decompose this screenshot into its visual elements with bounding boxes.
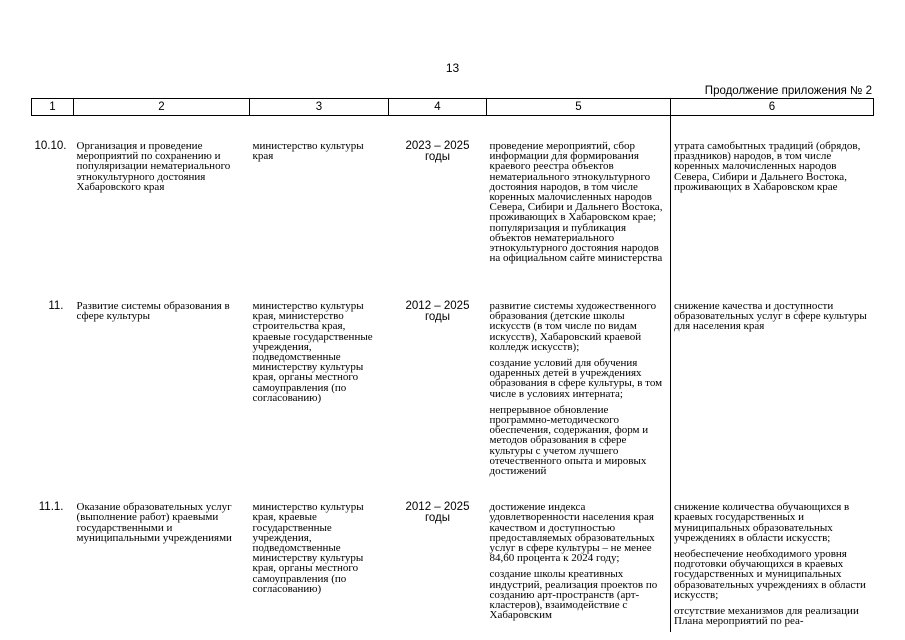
implementation-term: 2012 – 2025 годы xyxy=(405,300,470,323)
consequence-paragraph: необеспечение необходимого уровня подготовки обучающихся в краевых государственных и муниципальных образовательных учреждениях в области искусств; xyxy=(674,548,866,601)
result-paragraph: достижение индекса удовлетворенности населения края качеством и доступностью предоставляемых образовательных услуг в сфере культуры – не менее 84,60 процента к 2024 году; xyxy=(489,501,655,565)
result-paragraph: развитие системы художественного образования (детские школы искусств (в том числе по видам искусств), Хабаровский краевой колледж искусств); xyxy=(489,300,657,353)
implementation-term: 2012 – 2025 годы xyxy=(405,501,470,524)
expected-result xyxy=(487,141,671,281)
document-table xyxy=(31,98,874,632)
table-row xyxy=(32,141,874,281)
header-col-5: 5 xyxy=(487,99,671,116)
consequence xyxy=(671,141,874,281)
consequence-paragraph: отсутствие механизмов для реализации Плана мероприятий по реа- xyxy=(674,605,859,628)
table-row xyxy=(32,502,874,632)
header-col-1: 1 xyxy=(32,99,74,116)
expected-result xyxy=(487,301,671,482)
executor: министерство культуры края, министерство строительства края, краевые государственные учреждения, подведомственные министерству культуры края, органы местного самоуправления (по согласованию) xyxy=(252,300,373,404)
result-paragraph: создание школы креативных индустрий, реализация проектов по созданию арт-пространств (арт-кластеров), взаимодействие с Хабаровским xyxy=(489,568,658,622)
table-header-row xyxy=(32,99,874,116)
executor: министерство культуры края, краевые государственные учреждения, подведомственные министерству культуры края, органы местного самоуправления (по согласованию) xyxy=(252,501,364,595)
measure-name: Оказание образовательных услуг (выполнение работ) краевыми государственными и муниципальными учреждениями xyxy=(76,501,232,544)
consequence-paragraph: утрата самобытных традиций (обрядов, праздников) народов, в том числе коренных малочисленных народов Севера, Сибири и Дальнего Востока, проживающих в Хабаровском крае xyxy=(674,140,861,193)
header-col-6: 6 xyxy=(671,99,874,116)
header-col-3: 3 xyxy=(250,99,389,116)
page-number: 13 xyxy=(445,61,460,75)
header-col-2: 2 xyxy=(74,99,250,116)
consequence xyxy=(671,502,874,632)
appendix-continuation-note: Продолжение приложения № 2 xyxy=(704,85,872,97)
executor: министерство культуры края xyxy=(252,140,364,163)
row-number: 11. xyxy=(48,300,64,312)
result-paragraph: непрерывное обновление программно-методического обеспечения, содержания, форм и методов образования в сфере культуры с учетом лучшего отечественного опыта и мировых достижений xyxy=(489,403,649,478)
consequence-paragraph: снижение количества обучающихся в краевых государственных и муниципальных образовательных учреждениях в области искусств; xyxy=(674,501,850,544)
row-number: 10.10. xyxy=(34,140,67,152)
measure-name: Организация и проведение мероприятий по сохранению и популяризации нематериального этнокультурного достояния Хабаровского края xyxy=(76,140,231,193)
measure-name: Развитие системы образования в сфере культуры xyxy=(76,300,230,323)
result-paragraph: создание условий для обучения одаренных детей в учреждениях образования в сфере культуры, в том числе в условиях интерната; xyxy=(489,357,663,400)
row-number: 11.1. xyxy=(38,501,64,514)
result-paragraph: проведение мероприятий, сбор информации для формирования краевого реестра объектов нематериального этнокультурного достояния народов, в том числе коренных малочисленных народов Севера, Сибири и Дальнего Востока, проживающих в Хабаровском крае; популяризация и публикация объектов нематериального этнокультурного достояния народов на официальном сайте министерства xyxy=(489,140,663,265)
header-col-4: 4 xyxy=(389,99,487,116)
table-row xyxy=(32,301,874,482)
implementation-term: 2023 – 2025 годы xyxy=(405,140,470,163)
consequence-paragraph: снижение качества и доступности образовательных услуг в сфере культуры для населения края xyxy=(674,300,867,333)
expected-result xyxy=(487,502,671,632)
consequence xyxy=(671,301,874,482)
